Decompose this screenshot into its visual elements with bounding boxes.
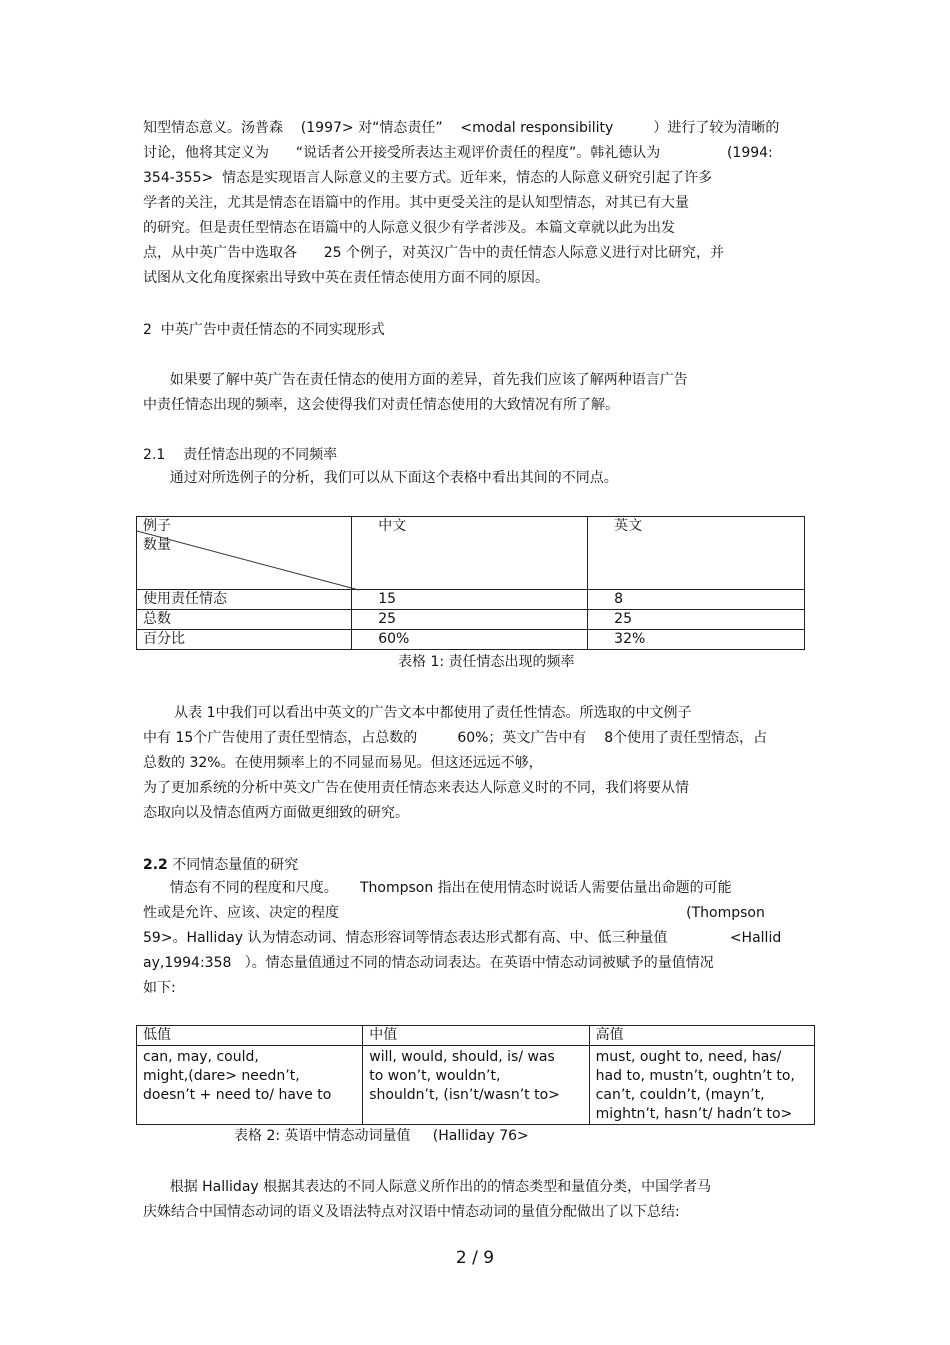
table2-mid-line: to won’t, wouldn’t, xyxy=(369,1068,501,1084)
table2-mid-cell xyxy=(363,1046,589,1125)
table1-cell-en: 8 xyxy=(588,590,805,610)
table1-corner-bottom: 数量 xyxy=(143,537,171,553)
table2-low-line: might,(dare> needn’t, xyxy=(143,1068,300,1084)
table2-high-line: had to, mustn’t, oughtn’t to, xyxy=(595,1068,795,1084)
section-2-2-line-3: 59>。Halliday 认为情态动词、情态形容词等情态表达形式都有高、中、低三种量值 <Hallid xyxy=(143,930,782,946)
table1-row-label: 百分比 xyxy=(137,630,352,650)
analysis-line-3: 总数的 32%。在使用频率上的不同显而易见。但这还远远不够， xyxy=(143,755,543,771)
section-2-1-intro: 通过对所选例子的分析，我们可以从下面这个表格中看出其间的不同点。 xyxy=(143,470,618,486)
table1-corner-cell xyxy=(137,517,352,590)
table1-cell-zh: 25 xyxy=(352,610,588,630)
table2-mid-line: will, would, should, is/ was xyxy=(369,1049,555,1065)
analysis-line-5: 态取向以及情态值两方面做更细致的研究。 xyxy=(143,805,409,821)
table1-row-label: 使用责任情态 xyxy=(137,590,352,610)
closing-line-1: 根据 Halliday 根据其表达的不同人际意义所作出的的情态类型和量值分类，中国学者马 xyxy=(143,1179,712,1195)
analysis-line-1: 从表 1中我们可以看出中英文的广告文本中都使用了责任性情态。所选取的中文例子 xyxy=(143,705,692,721)
table-row xyxy=(137,630,805,650)
section-2-1-heading: 2.1 责任情态出现的不同频率 xyxy=(143,447,338,463)
section-2-2-line-1: 情态有不同的程度和尺度。 Thompson 指出在使用情态时说话人需要估量出命题的可能 xyxy=(143,880,732,896)
table-row xyxy=(137,610,805,630)
table1-cell-zh: 60% xyxy=(352,630,588,650)
intro-line-6: 点，从中英广告中选取各 25 个例子，对英汉广告中的责任情态人际意义进行对比研究，并 xyxy=(143,245,724,261)
frequency-table xyxy=(136,516,805,650)
table2-low-line: doesn’t + need to/ have to xyxy=(143,1087,332,1103)
table2-high-line: mightn’t, hasn’t/ hadn’t to> xyxy=(595,1106,793,1122)
table2-high-line: can’t, couldn’t, (mayn’t, xyxy=(595,1087,765,1103)
table2-caption: 表格 2: 英语中情态动词量值 (Halliday 76> xyxy=(234,1128,529,1144)
table2-high-cell xyxy=(589,1046,814,1125)
section-2-2-heading xyxy=(143,855,298,875)
section-2-2-title: 不同情态量值的研究 xyxy=(167,857,299,873)
intro-line-7: 试图从文化角度探索出导致中英在责任情态使用方面不同的原因。 xyxy=(143,270,549,286)
table1-header-zh: 中文 xyxy=(352,517,588,590)
table1-diagonal-line xyxy=(137,517,361,591)
table2-mid-line: shouldn’t, (isn’t/wasn’t to> xyxy=(369,1087,560,1103)
section-2-2-line-5: 如下: xyxy=(143,980,176,996)
table1-cell-zh: 15 xyxy=(352,590,588,610)
analysis-line-4: 为了更加系统的分析中英文广告在使用责任情态来表达人际意义时的不同，我们将要从情 xyxy=(143,780,689,796)
intro-line-4: 学者的关注，尤其是情态在语篇中的作用。其中更受关注的是认知型情态，对其已有大量 xyxy=(143,195,689,211)
table-row xyxy=(137,1046,815,1125)
section-2-para-line-2: 中责任情态出现的频率，这会使得我们对责任情态使用的大致情况有所了解。 xyxy=(143,397,619,413)
modal-value-table xyxy=(136,1025,815,1125)
page-number: 2 / 9 xyxy=(455,1248,495,1268)
table-row xyxy=(137,590,805,610)
section-2-2-line-4: ay,1994:358 ）。情态量值通过不同的情态动词表达。在英语中情态动词被赋予的量值情况 xyxy=(143,955,714,971)
table1-corner-top: 例子 xyxy=(143,518,171,534)
table2-low-line: can, may, could, xyxy=(143,1049,259,1065)
table1-header-en: 英文 xyxy=(588,517,805,590)
section-2-2-number: 2.2 xyxy=(143,857,168,873)
table2-low-cell xyxy=(137,1046,363,1125)
table1-caption: 表格 1: 责任情态出现的频率 xyxy=(398,654,575,670)
section-2-heading: 2 中英广告中责任情态的不同实现形式 xyxy=(143,322,385,338)
intro-line-5: 的研究。但是责任型情态在语篇中的人际意义很少有学者涉及。本篇文章就以此为出发 xyxy=(143,220,675,236)
intro-line-1: 知型情态意义。汤普森 (1997> 对“情态责任” <modal responsibility ）进行了较为清晰的 xyxy=(143,120,780,136)
table2-header-mid: 中值 xyxy=(363,1026,589,1046)
intro-line-2: 讨论，他将其定义为 “说话者公开接受所表达主观评价责任的程度”。韩礼德认为 (1994: xyxy=(143,145,773,161)
table1-cell-en: 32% xyxy=(588,630,805,650)
intro-line-3: 354-355> 情态是实现语言人际意义的主要方式。近年来，情态的人际意义研究引起了许多 xyxy=(143,170,713,186)
section-2-2-line-2: 性或是允许、应该、决定的程度 (Thompson xyxy=(143,905,765,921)
table2-high-line: must, ought to, need, has/ xyxy=(595,1049,782,1065)
table1-cell-en: 25 xyxy=(588,610,805,630)
table1-row-label: 总数 xyxy=(137,610,352,630)
table2-header-high: 高值 xyxy=(589,1026,814,1046)
analysis-line-2: 中有 15个广告使用了责任型情态，占总数的 60%；英文广告中有 8个使用了责任型情态，占 xyxy=(143,730,768,746)
section-2-para-line-1: 如果要了解中英广告在责任情态的使用方面的差异，首先我们应该了解两种语言广告 xyxy=(143,372,688,388)
closing-line-2: 庆姝结合中国情态动词的语义及语法特点对汉语中情态动词的量值分配做出了以下总结: xyxy=(143,1204,680,1220)
table2-header-low: 低值 xyxy=(137,1026,363,1046)
